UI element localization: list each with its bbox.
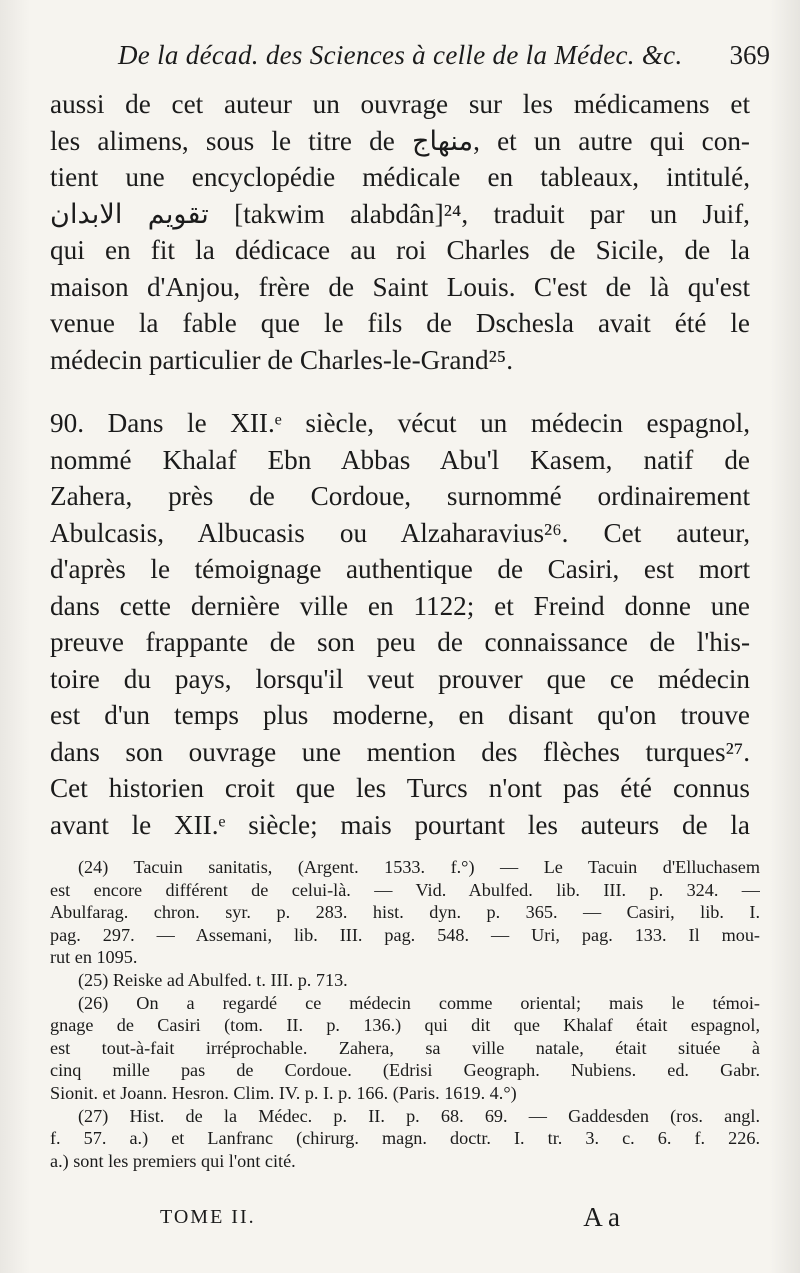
footnote-line: Sionit. et Joann. Hesron. Clim. IV. p. I. p. 166. (Paris. 1619. 4.°)	[50, 1082, 517, 1103]
running-title: De la décad. des Sciences à celle de la Médec. &c.	[118, 40, 683, 70]
paragraph-gap	[50, 378, 750, 405]
body-line: nommé Khalaf Ebn Abbas Abu'l Kasem, natif de	[50, 444, 750, 475]
footnote-line: a.) sont les premiers qui l'ont cité.	[50, 1150, 296, 1171]
footnote-line: (24) Tacuin sanitatis, (Argent. 1533. f.°) — Le Tacuin d'Elluchasem	[78, 857, 760, 877]
body-line: dans son ouvrage une mention des flèches turques²⁷.	[50, 736, 750, 767]
page-footer	[160, 1202, 620, 1240]
footnote-line: Abulfarag. chron. syr. p. 283. hist. dyn. p. 365. — Casiri, lib. I.	[50, 902, 760, 923]
footnote-line: gnage de Casiri (tom. II. p. 136.) qui dit que Khalaf était espagnol,	[50, 1015, 760, 1036]
footnote-line: est tout-à-fait irréprochable. Zahera, sa ville natale, était située à	[50, 1037, 760, 1058]
body-line: preuve frappante de son peu de connaissance de l'his-	[50, 627, 750, 657]
body-line: toire du pays, lorsqu'il veut prouver que ce médecin	[50, 663, 750, 694]
body-line: est d'un temps plus moderne, en disant qu'on trouve	[50, 700, 750, 730]
footnote-line: (25) Reiske ad Abulfed. t. III. p. 713.	[78, 969, 348, 990]
body-line: maison d'Anjou, frère de Saint Louis. C'est de là qu'est	[50, 271, 750, 302]
body-line: 90. Dans le XII.ᵉ siècle, vécut un médecin espagnol,	[50, 408, 750, 438]
footnote-line: f. 57. a.) et Lanfranc (chirurg. magn. doctr. I. tr. 3. c. 6. f. 226.	[50, 1128, 760, 1149]
body-line: avant le XII.ᵉ siècle; mais pourtant les auteurs de la	[50, 809, 750, 840]
footnotes	[50, 856, 760, 1172]
body-line: Zahera, près de Cordoue, surnommé ordinairement	[50, 481, 750, 511]
volume-signature: TOME II.	[160, 1206, 256, 1228]
footnote-line: (26) On a regardé ce médecin comme oriental; mais le témoi-	[78, 992, 760, 1013]
footnote-line: (27) Hist. de la Médec. p. II. p. 68. 69. — Gaddesden (ros. angl.	[78, 1105, 760, 1126]
body-line: Cet historien croit que les Turcs n'ont pas été connus	[50, 773, 750, 803]
footnote-line: rut en 1095.	[50, 947, 138, 968]
body-line: les alimens, sous le titre de منهاج, et un autre qui con-	[50, 125, 750, 156]
body-line: médecin particulier de Charles-le-Grand²⁵.	[50, 344, 513, 375]
footnote-line: est encore différent de celui-là. — Vid. Abulfed. lib. III. p. 324. —	[50, 879, 760, 900]
body-line: aussi de cet auteur un ouvrage sur les médicamens et	[50, 89, 750, 119]
footnote-line: pag. 297. — Assemani, lib. III. pag. 548. — Uri, pag. 133. Il mou-	[50, 924, 760, 945]
footnote-line: cinq mille pas de Cordoue. (Edrisi Geograph. Nubiens. ed. Gabr.	[50, 1060, 760, 1081]
body-line: Abulcasis, Albucasis ou Alzaharavius²⁶. Cet auteur,	[50, 517, 750, 548]
gathering-mark: A a	[583, 1202, 620, 1232]
body-line: qui en fit la dédicace au roi Charles de Sicile, de la	[50, 235, 750, 265]
body-line: tient une encyclopédie médicale en tableaux, intitulé,	[50, 162, 750, 192]
body-line: dans cette dernière ville en 1122; et Freind donne une	[50, 590, 750, 621]
body-text	[50, 86, 750, 843]
body-line: venue la fable que le fils de Dschesla avait été le	[50, 308, 750, 338]
running-head	[118, 40, 770, 80]
body-line: d'après le témoignage authentique de Casiri, est mort	[50, 554, 750, 584]
body-line: تقويم الابدان [takwim alabdân]²⁴, traduit par un Juif,	[50, 198, 750, 229]
page-number: 369	[729, 40, 770, 70]
